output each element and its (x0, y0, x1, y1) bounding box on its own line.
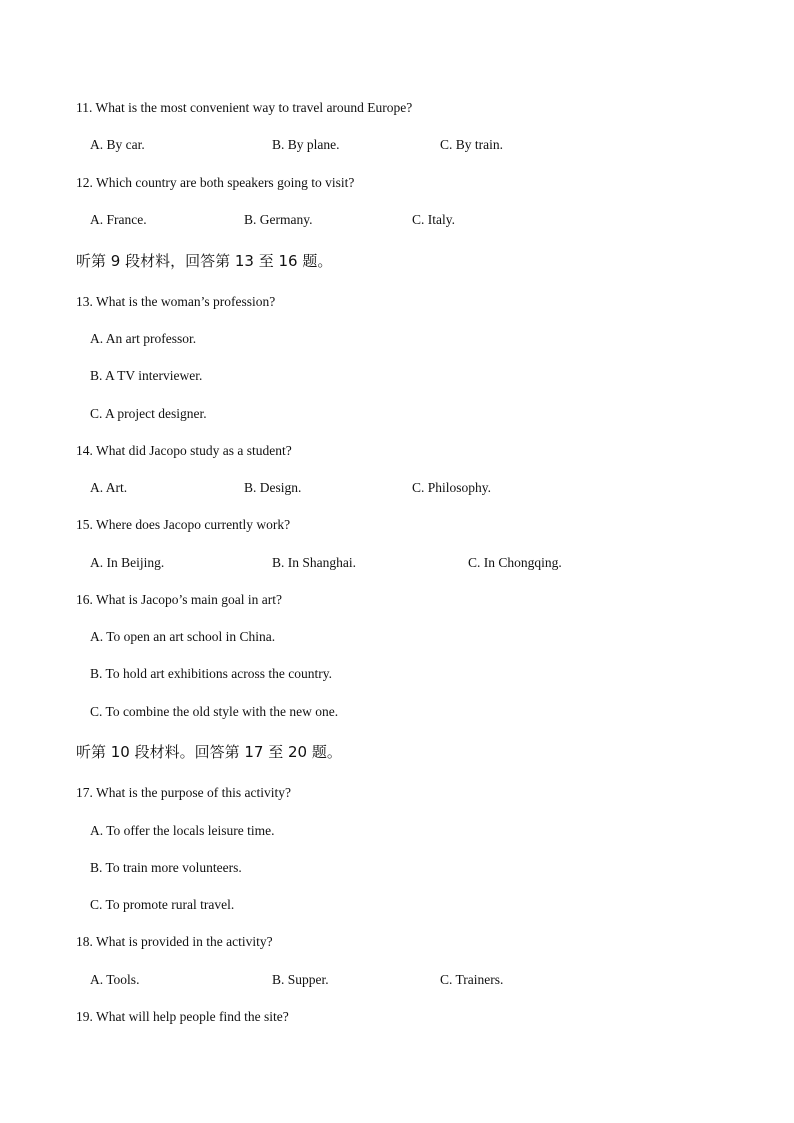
question-19: 19. What will help people find the site? (76, 1009, 289, 1024)
option-11-c: C. By train. (440, 137, 503, 152)
section-heading-10: 听第 10 段材料。回答第 17 至 20 题。 (76, 743, 342, 761)
option-12-a: A. France. (90, 212, 147, 227)
option-15-b: B. In Shanghai. (272, 555, 356, 570)
option-17-c: C. To promote rural travel. (90, 897, 235, 912)
question-14: 14. What did Jacopo study as a student? (76, 443, 292, 458)
question-15: 15. Where does Jacopo currently work? (76, 517, 291, 532)
question-18: 18. What is provided in the activity? (76, 934, 273, 949)
option-13-a: A. An art professor. (90, 331, 197, 346)
question-17: 17. What is the purpose of this activity? (76, 785, 291, 800)
option-16-b: B. To hold art exhibitions across the country. (90, 666, 333, 681)
option-13-b: B. A TV interviewer. (90, 368, 203, 383)
option-18-c: C. Trainers. (440, 972, 504, 987)
option-18-b: B. Supper. (272, 972, 329, 987)
option-16-c: C. To combine the old style with the new one. (90, 704, 339, 719)
option-12-b: B. Germany. (244, 212, 313, 227)
question-12: 12. Which country are both speakers going to visit? (76, 175, 355, 190)
option-17-b: B. To train more volunteers. (90, 860, 242, 875)
option-14-b: B. Design. (244, 480, 302, 495)
question-13: 13. What is the woman’s profession? (76, 294, 276, 309)
section-heading-9: 听第 9 段材料，回答第 13 至 16 题。 (76, 252, 333, 270)
option-11-b: B. By plane. (272, 137, 340, 152)
option-17-a: A. To offer the locals leisure time. (90, 823, 275, 838)
option-18-a: A. Tools. (90, 972, 140, 987)
option-13-c: C. A project designer. (90, 406, 207, 421)
option-16-a: A. To open an art school in China. (90, 629, 276, 644)
option-14-a: A. Art. (90, 480, 128, 495)
option-12-c: C. Italy. (412, 212, 455, 227)
option-14-c: C. Philosophy. (412, 480, 492, 495)
option-15-a: A. In Beijing. (90, 555, 165, 570)
question-11: 11. What is the most convenient way to travel around Europe? (76, 100, 413, 115)
question-16: 16. What is Jacopo’s main goal in art? (76, 592, 282, 607)
option-11-a: A. By car. (90, 137, 145, 152)
option-15-c: C. In Chongqing. (468, 555, 562, 570)
